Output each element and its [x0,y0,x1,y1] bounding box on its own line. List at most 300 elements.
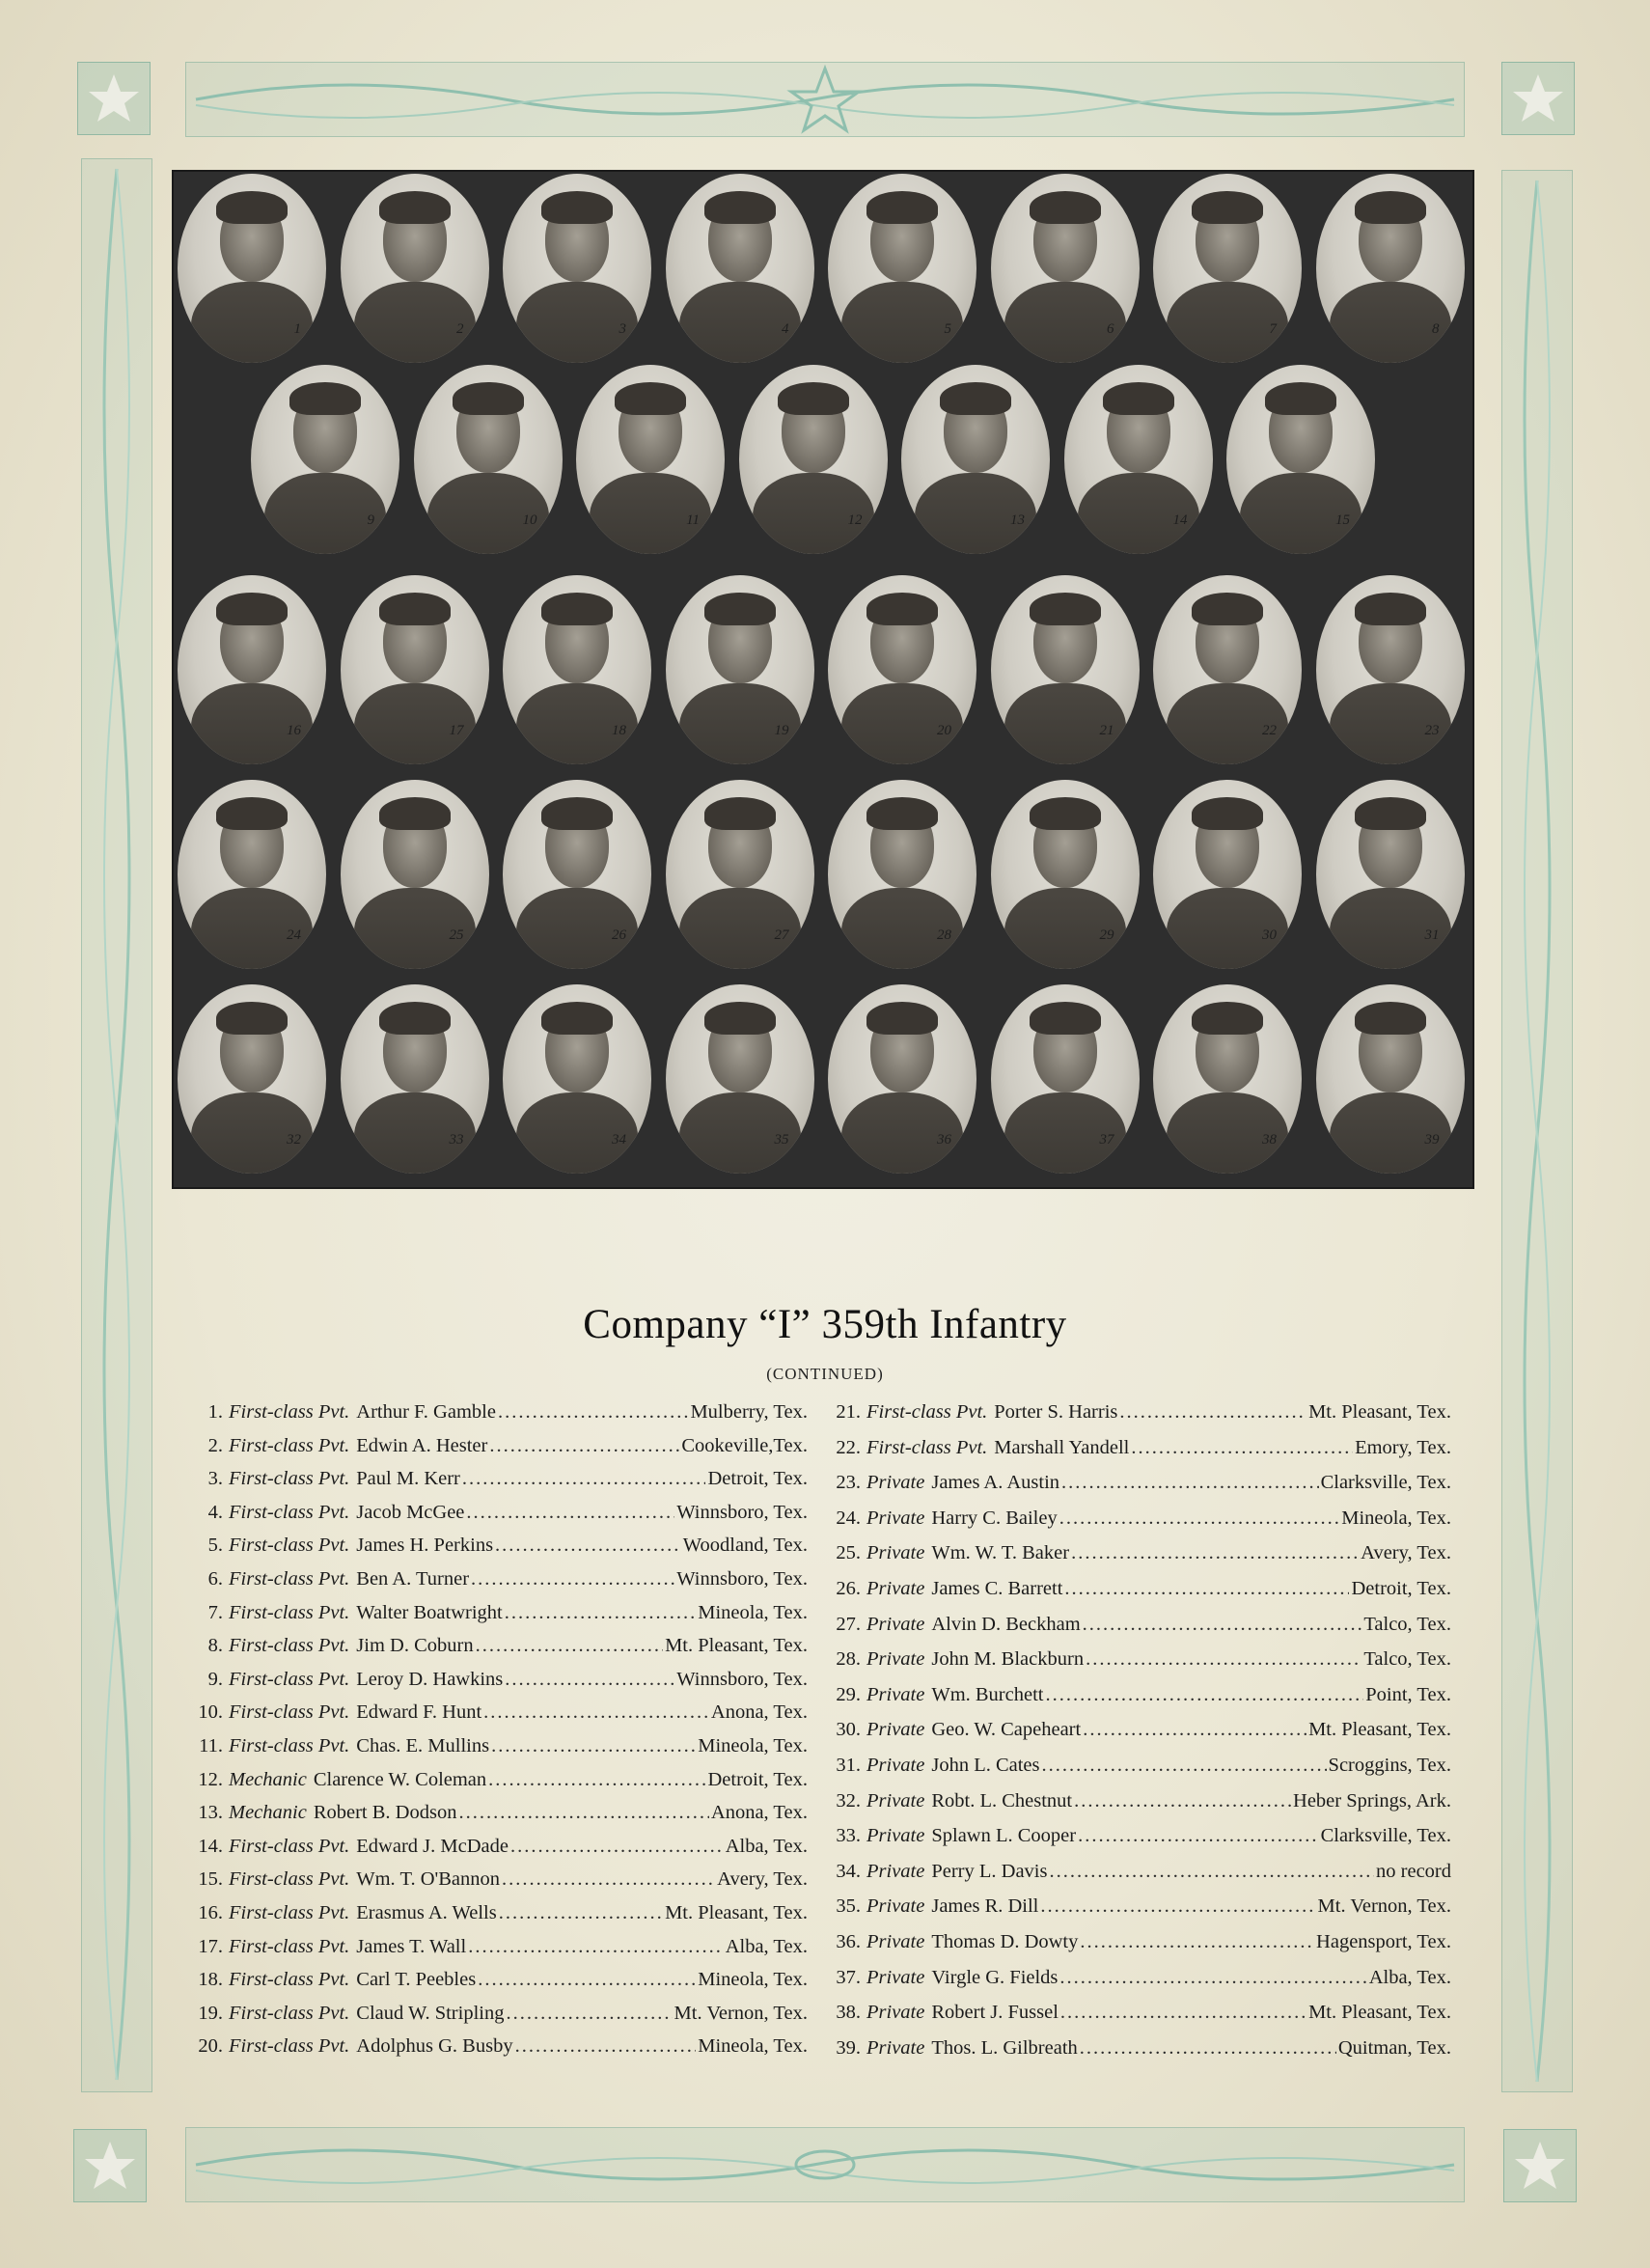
left-border-band [81,158,152,2092]
portrait-hair [704,797,776,830]
portrait-number: 23 [1424,723,1440,738]
roster-entry [836,1684,1451,1720]
roster-entry [198,1769,808,1803]
portrait-photo [1226,365,1375,554]
portrait-hair [704,191,776,224]
entry-hometown: Point, Tex. [1365,1683,1451,1705]
dot-leader [1080,2037,1336,2060]
entry-name: Jim D. Coburn [356,1635,474,1657]
dot-leader [505,1669,674,1691]
entry-number: 29. [836,1683,861,1705]
roster-entry [836,1542,1451,1578]
portrait-hair [216,191,288,224]
entry-rank: First-class Pvt. [866,1401,988,1423]
entry-number: 18. [198,1969,223,1991]
portrait-photo [1316,984,1465,1174]
entry-number: 7. [207,1601,223,1623]
entry-name: Virgle G. Fields [931,1966,1059,1988]
portrait-number: 2 [456,321,464,337]
portrait-number: 33 [449,1132,464,1148]
portrait-hair [216,1002,288,1035]
entry-name: Alvin D. Beckham [931,1613,1081,1635]
entry-name: James H. Perkins [356,1535,494,1557]
roster-entry [836,1790,1451,1826]
portrait-photo [1316,174,1465,363]
dot-leader [1064,1578,1349,1600]
entry-rank: First-class Pvt. [229,1635,350,1657]
portrait-photo [991,984,1140,1174]
entry-number: 2. [207,1434,223,1456]
portrait-hair [541,1002,613,1035]
portrait-number: 39 [1424,1132,1440,1148]
portrait-photo [576,365,725,554]
entry-rank: Private [866,1577,925,1599]
portrait-photo [414,365,563,554]
roster-entry [836,1437,1451,1473]
dot-leader [1060,2002,1306,2024]
laurel-vine-top [186,63,1464,136]
entry-number: 36. [836,1930,861,1952]
portrait-photo [1153,984,1302,1174]
entry-rank: Private [866,2002,925,2024]
dot-leader [1083,1719,1306,1741]
portrait-number: 16 [287,723,301,738]
portrait-photo [1064,365,1213,554]
portrait-number: 31 [1424,927,1440,943]
entry-hometown: Mt. Vernon, Tex. [1317,1895,1451,1918]
portrait-number: 9 [367,512,374,528]
portrait-hair [541,593,613,625]
portrait-hair [216,797,288,830]
laurel-vine-bottom [186,2128,1464,2201]
top-border-band [185,62,1465,137]
dot-leader [1119,1401,1306,1424]
entry-rank: First-class Pvt. [229,1401,350,1423]
dot-leader [471,1568,674,1590]
entry-number: 32. [836,1789,861,1812]
portrait-hair [379,191,451,224]
entry-number: 17. [198,1935,223,1957]
entry-number: 38. [836,2002,861,2024]
entry-rank: Private [866,1930,925,1952]
portrait-number: 10 [522,512,537,528]
entry-rank: Private [866,1860,925,1882]
entry-number: 39. [836,2036,861,2059]
roster-entry [836,1472,1451,1507]
portrait-number: 34 [612,1132,626,1148]
dot-leader [1040,1895,1315,1918]
corner-star-top-right [1501,62,1575,135]
entry-hometown: Alba, Tex. [1368,1966,1451,1988]
portrait-photo [666,174,814,363]
entry-name: Wm. T. O'Bannon [356,1868,500,1891]
portrait-number: 1 [293,321,301,337]
entry-name: Carl T. Peebles [356,1969,477,1991]
portrait-photo [251,365,399,554]
entry-rank: Private [866,1472,925,1494]
entry-rank: Private [866,1825,925,1847]
entry-rank: Private [866,1648,925,1671]
entry-name: Robert B. Dodson [313,1802,457,1824]
corner-star-bottom-left [73,2129,147,2202]
roster-entry [198,1802,808,1836]
dot-leader [462,1468,706,1490]
portrait-hair [615,382,686,415]
portrait-hair [1192,191,1263,224]
entry-name: Thos. L. Gilbreath [931,2036,1078,2059]
roster-entry [198,1635,808,1669]
entry-name: John L. Cates [931,1754,1040,1776]
entry-hometown: Mt. Pleasant, Tex. [1308,2002,1451,2024]
roster-entry [198,1669,808,1702]
portrait-photo [991,174,1140,363]
portrait-number: 14 [1172,512,1188,528]
entry-hometown: Alba, Tex. [725,1835,808,1857]
entry-name: Wm. Burchett [931,1683,1044,1705]
entry-rank: First-class Pvt. [229,1601,350,1623]
entry-hometown: Scroggins, Tex. [1328,1754,1451,1776]
portrait-number: 32 [287,1132,301,1148]
roster-entry [836,1401,1451,1437]
roster-entry [836,1614,1451,1649]
portrait-photo [901,365,1050,554]
entry-name: Clarence W. Coleman [313,1768,487,1790]
portrait-hair [704,1002,776,1035]
entry-name: Wm. W. T. Baker [931,1542,1070,1564]
dot-leader [1071,1542,1359,1564]
portrait-number: 4 [782,321,789,337]
laurel-vine-right [1502,171,1572,2091]
dot-leader [1042,1755,1327,1777]
entry-number: 15. [198,1868,223,1891]
portrait-hair [541,797,613,830]
entry-number: 3. [207,1468,223,1490]
roster-right-column [836,1401,1451,2072]
portrait-number: 30 [1262,927,1277,943]
portrait-photo [341,575,489,764]
dot-leader [476,1635,663,1657]
entry-hometown: Avery, Tex. [717,1868,808,1891]
entry-number: 19. [198,2002,223,2024]
entry-hometown: Cookeville,Tex. [681,1434,808,1456]
portrait-hair [1355,593,1426,625]
entry-rank: First-class Pvt. [229,1969,350,1991]
roster-entry [198,1701,808,1735]
entry-number: 31. [836,1754,861,1776]
portrait-number: 19 [774,723,789,738]
portrait-photo [828,174,976,363]
portrait-photo [666,780,814,969]
dot-leader [489,1435,679,1457]
star-icon [83,2139,137,2193]
entry-number: 37. [836,1966,861,1988]
portrait-hair [216,593,288,625]
portrait-number: 37 [1099,1132,1114,1148]
entry-hometown: Detroit, Tex. [1351,1577,1451,1599]
portrait-hair [1030,191,1101,224]
portrait-photo [666,575,814,764]
portrait-hair [866,797,938,830]
entry-name: Leroy D. Hawkins [356,1668,504,1690]
continued-subtitle: (CONTINUED) [766,1365,884,1383]
roster-entry [198,2035,808,2069]
entry-name: Splawn L. Cooper [931,1825,1077,1847]
portrait-photo [991,780,1140,969]
dot-leader [495,1535,681,1557]
entry-hometown: Hagensport, Tex. [1316,1930,1451,1952]
dot-leader [498,1401,689,1424]
dot-leader [1086,1648,1361,1671]
right-border-band [1501,170,1573,2092]
portrait-photo [341,984,489,1174]
portrait-hair [866,593,938,625]
portrait-number: 15 [1335,512,1350,528]
roster-entry [198,1401,808,1435]
portrait-photo [178,575,326,764]
portrait-hair [866,191,938,224]
dot-leader [468,1936,724,1958]
entry-hometown: Avery, Tex. [1361,1542,1451,1564]
entry-hometown: Talco, Tex. [1363,1648,1451,1671]
entry-number: 28. [836,1648,861,1671]
entry-hometown: Anona, Tex. [710,1802,808,1824]
dot-leader [1061,1472,1319,1494]
entry-name: James T. Wall [356,1935,467,1957]
roster-entry [836,1755,1451,1790]
entry-rank: Private [866,1507,925,1529]
entry-number: 12. [198,1768,223,1790]
dot-leader [1049,1861,1374,1883]
entry-rank: First-class Pvt. [229,1868,350,1891]
portrait-number: 26 [612,927,626,943]
entry-number: 14. [198,1835,223,1857]
portrait-hair [379,593,451,625]
portrait-photo [666,984,814,1174]
entry-name: Adolphus G. Busby [356,2035,513,2058]
entry-name: Paul M. Kerr [356,1468,460,1490]
portrait-panel [172,170,1474,1189]
portrait-photo [341,780,489,969]
entry-name: Edwin A. Hester [356,1434,488,1456]
entry-rank: First-class Pvt. [229,1701,350,1724]
entry-hometown: Mt. Pleasant, Tex. [665,1901,808,1923]
entry-number: 10. [198,1701,223,1724]
entry-number: 26. [836,1577,861,1599]
corner-star-top-left [77,62,151,135]
roster-entry [836,1861,1451,1896]
dot-leader [478,1969,696,1991]
entry-hometown: Mt. Vernon, Tex. [674,2002,808,2024]
entry-name: Perry L. Davis [931,1860,1048,1882]
entry-hometown: Clarksville, Tex. [1320,1472,1451,1494]
portrait-number: 17 [449,723,464,738]
portrait-hair [1030,797,1101,830]
entry-rank: Private [866,1966,925,1988]
roster-entry [836,2037,1451,2073]
roster-entry [198,1836,808,1869]
entry-rank: First-class Pvt. [229,1468,350,1490]
entry-name: Edward J. McDade [356,1835,509,1857]
portrait-hair [1265,382,1336,415]
entry-hometown: Mineola, Tex. [698,1601,808,1623]
entry-name: Claud W. Stripling [356,2002,505,2024]
entry-rank: First-class Pvt. [229,2035,350,2058]
entry-rank: First-class Pvt. [229,1935,350,1957]
dot-leader [1074,1790,1291,1812]
entry-rank: Private [866,1542,925,1564]
entry-hometown: Alba, Tex. [725,1935,808,1957]
entry-hometown: Mt. Pleasant, Tex. [1308,1401,1451,1423]
portrait-hair [1103,382,1174,415]
corner-star-bottom-right [1503,2129,1577,2202]
roster-entry [836,1967,1451,2003]
entry-number: 30. [836,1719,861,1741]
portrait-hair [453,382,524,415]
portrait-photo [503,780,651,969]
entry-hometown: Anona, Tex. [710,1701,808,1724]
entry-rank: First-class Pvt. [229,1567,350,1590]
entry-number: 8. [207,1635,223,1657]
portrait-number: 8 [1432,321,1440,337]
portrait-number: 29 [1099,927,1114,943]
portrait-photo [178,780,326,969]
entry-hometown: Detroit, Tex. [707,1468,808,1490]
portrait-hair [289,382,361,415]
entry-number: 11. [199,1734,223,1756]
entry-number: 20. [198,2035,223,2058]
portrait-photo [828,984,976,1174]
roster-entry [836,1895,1451,1931]
portrait-photo [503,984,651,1174]
portrait-hair [704,593,776,625]
laurel-vine-left [82,159,151,2091]
entry-name: James C. Barrett [931,1577,1063,1599]
portrait-hair [1192,1002,1263,1035]
entry-hometown: no record [1376,1860,1451,1882]
entry-rank: Private [866,1789,925,1812]
entry-hometown: Mineola, Tex. [698,1969,808,1991]
roster-entry [198,2003,808,2036]
entry-rank: Private [866,1613,925,1635]
entry-name: Jacob McGee [356,1501,465,1523]
roster-entry [198,1936,808,1970]
portrait-hair [541,191,613,224]
entry-hometown: Winnsboro, Tex. [676,1567,808,1590]
entry-number: 25. [836,1542,861,1564]
entry-number: 16. [198,1901,223,1923]
entry-hometown: Woodland, Tex. [682,1535,808,1557]
portrait-photo [503,575,651,764]
portrait-number: 12 [847,512,863,528]
roster-entry [198,1535,808,1568]
portrait-number: 35 [774,1132,789,1148]
portrait-hair [1355,797,1426,830]
entry-name: Geo. W. Capeheart [931,1719,1082,1741]
entry-hometown: Talco, Tex. [1363,1613,1451,1635]
portrait-number: 36 [937,1132,951,1148]
portrait-hair [940,382,1011,415]
entry-rank: First-class Pvt. [229,1434,350,1456]
entry-hometown: Mineola, Tex. [1341,1507,1451,1529]
portrait-photo [739,365,888,554]
entry-rank: Mechanic [229,1768,307,1790]
portrait-photo [178,174,326,363]
dot-leader [502,1868,715,1891]
portrait-hair [1192,797,1263,830]
entry-rank: Mechanic [229,1802,307,1824]
portrait-number: 18 [612,723,626,738]
portrait-number: 38 [1262,1132,1277,1148]
portrait-photo [178,984,326,1174]
bottom-border-band [185,2127,1465,2202]
portrait-hair [1192,593,1263,625]
roster-entry [836,1825,1451,1861]
portrait-hair [1355,1002,1426,1035]
entry-rank: First-class Pvt. [229,1835,350,1857]
entry-name: Porter S. Harris [994,1401,1118,1423]
dot-leader [491,1735,696,1757]
roster-entry [198,1468,808,1502]
entry-name: Ben A. Turner [356,1567,470,1590]
roster-entry [198,1502,808,1535]
entry-number: 24. [836,1507,861,1529]
entry-rank: Private [866,1895,925,1918]
portrait-photo [828,780,976,969]
entry-number: 6. [207,1567,223,1590]
portrait-photo [1153,780,1302,969]
portrait-photo [1153,575,1302,764]
entry-name: Thomas D. Dowty [931,1930,1079,1952]
roster-entry [836,1931,1451,1967]
entry-name: Harry C. Bailey [931,1507,1058,1529]
roster-entry [198,1602,808,1636]
portrait-photo [503,174,651,363]
entry-hometown: Winnsboro, Tex. [676,1501,808,1523]
portrait-hair [778,382,849,415]
dot-leader [510,1836,724,1858]
dot-leader [1083,1614,1362,1636]
entry-rank: First-class Pvt. [866,1436,988,1458]
entry-number: 21. [836,1401,861,1423]
roster-entry [198,1568,808,1602]
entry-name: James R. Dill [931,1895,1039,1918]
entry-number: 1. [207,1401,223,1423]
portrait-number: 11 [686,512,700,528]
star-icon [1511,71,1565,125]
portrait-number: 20 [937,723,951,738]
roster-entry [836,1578,1451,1614]
dot-leader [458,1802,708,1824]
portrait-hair [379,797,451,830]
entry-hometown: Quitman, Tex. [1337,2036,1451,2059]
dot-leader [466,1502,674,1524]
dot-leader [505,1602,696,1624]
portrait-photo [991,575,1140,764]
entry-name: Chas. E. Mullins [356,1734,490,1756]
roster-entry [198,1868,808,1902]
entry-number: 34. [836,1860,861,1882]
dot-leader [506,2003,672,2025]
entry-hometown: Winnsboro, Tex. [676,1668,808,1690]
entry-number: 9. [207,1668,223,1690]
entry-rank: Private [866,1683,925,1705]
entry-hometown: Mineola, Tex. [698,2035,808,2058]
dot-leader [488,1769,705,1791]
entry-name: Edward F. Hunt [356,1701,482,1724]
entry-rank: Private [866,1754,925,1776]
entry-number: 33. [836,1825,861,1847]
dot-leader [515,2035,697,2058]
